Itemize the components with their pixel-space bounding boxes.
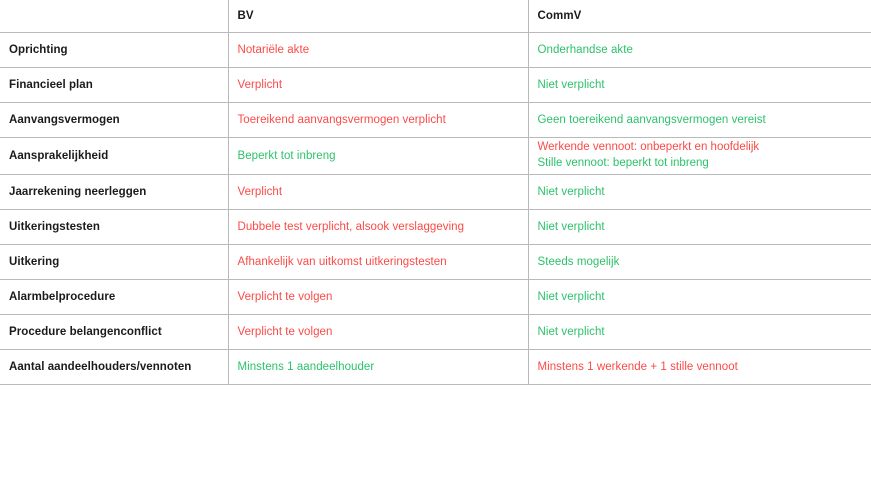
row-bv-cell bbox=[228, 245, 528, 280]
row-commv-cell bbox=[528, 103, 871, 138]
table-body bbox=[0, 33, 871, 385]
feature-label: Aansprakelijkheid bbox=[9, 149, 109, 162]
row-feature-cell bbox=[0, 280, 228, 315]
commv-value: Niet verplicht bbox=[537, 185, 605, 198]
bv-value: Afhankelijk van uitkomst uitkeringstesten bbox=[237, 255, 447, 268]
table-row bbox=[0, 68, 871, 103]
feature-label: Jaarrekening neerleggen bbox=[9, 185, 147, 198]
table-header-row bbox=[0, 0, 871, 33]
bv-value: Toereikend aanvangsvermogen verplicht bbox=[237, 113, 446, 126]
commv-value: Niet verplicht bbox=[537, 220, 605, 233]
bv-value: Verplicht te volgen bbox=[237, 290, 333, 303]
bv-value: Beperkt tot inbreng bbox=[237, 149, 336, 162]
commv-value: Niet verplicht bbox=[537, 325, 605, 338]
feature-label: Uitkeringstesten bbox=[9, 220, 100, 233]
row-bv-cell bbox=[228, 138, 528, 175]
bv-value: Minstens 1 aandeelhouder bbox=[237, 360, 375, 373]
feature-label: Uitkering bbox=[9, 255, 60, 268]
row-commv-cell bbox=[528, 280, 871, 315]
table-row bbox=[0, 33, 871, 68]
table-row bbox=[0, 175, 871, 210]
row-feature-cell bbox=[0, 210, 228, 245]
row-commv-cell bbox=[528, 33, 871, 68]
row-commv-cell bbox=[528, 315, 871, 350]
row-commv-cell bbox=[528, 350, 871, 385]
row-feature-cell bbox=[0, 350, 228, 385]
table-row bbox=[0, 210, 871, 245]
bv-value: Verplicht bbox=[237, 78, 283, 91]
row-bv-cell bbox=[228, 350, 528, 385]
row-feature-cell bbox=[0, 68, 228, 103]
row-commv-cell bbox=[528, 68, 871, 103]
row-feature-cell bbox=[0, 138, 228, 175]
row-bv-cell bbox=[228, 280, 528, 315]
column-header-bv bbox=[228, 0, 528, 33]
row-bv-cell bbox=[228, 210, 528, 245]
row-commv-cell bbox=[528, 245, 871, 280]
row-bv-cell bbox=[228, 103, 528, 138]
table-row bbox=[0, 245, 871, 280]
feature-label: Oprichting bbox=[9, 43, 68, 56]
bv-value: Verplicht te volgen bbox=[237, 325, 333, 338]
commv-value: Minstens 1 werkende + 1 stille vennoot bbox=[537, 360, 738, 373]
row-feature-cell bbox=[0, 175, 228, 210]
column-header-feature bbox=[0, 0, 228, 33]
feature-label: Alarmbelprocedure bbox=[9, 290, 116, 303]
bv-value: Verplicht bbox=[237, 185, 283, 198]
row-feature-cell bbox=[0, 33, 228, 68]
table-row bbox=[0, 350, 871, 385]
feature-label: Aantal aandeelhouders/vennoten bbox=[9, 360, 192, 373]
row-bv-cell bbox=[228, 68, 528, 103]
bv-value: Notariële akte bbox=[237, 43, 310, 56]
feature-label: Financieel plan bbox=[9, 78, 93, 91]
commv-value: Niet verplicht bbox=[537, 290, 605, 303]
row-commv-cell bbox=[528, 210, 871, 245]
commv-value-line-2: Stille vennoot: beperkt tot inbreng bbox=[537, 157, 709, 169]
bv-value: Dubbele test verplicht, alsook verslaggeving bbox=[237, 220, 465, 233]
table-row bbox=[0, 138, 871, 175]
commv-value: Niet verplicht bbox=[537, 78, 605, 91]
row-commv-cell bbox=[528, 138, 871, 175]
row-feature-cell bbox=[0, 315, 228, 350]
row-feature-cell bbox=[0, 245, 228, 280]
table-row bbox=[0, 280, 871, 315]
commv-value-line-1: Werkende vennoot: onbeperkt en hoofdelijk bbox=[537, 141, 760, 154]
column-header-commv bbox=[528, 0, 871, 33]
row-commv-cell bbox=[528, 175, 871, 210]
empty-area-below-table bbox=[0, 385, 871, 503]
commv-value-multiline bbox=[538, 140, 760, 172]
header-spacer bbox=[9, 9, 218, 10]
row-bv-cell bbox=[228, 33, 528, 68]
feature-label: Aanvangsvermogen bbox=[9, 113, 120, 126]
commv-value: Steeds mogelijk bbox=[537, 255, 620, 268]
commv-value: Onderhandse akte bbox=[537, 43, 633, 56]
row-bv-cell bbox=[228, 175, 528, 210]
row-feature-cell bbox=[0, 103, 228, 138]
table-row bbox=[0, 103, 871, 138]
table-header bbox=[0, 0, 871, 33]
row-bv-cell bbox=[228, 315, 528, 350]
feature-label: Procedure belangenconflict bbox=[9, 325, 162, 338]
column-header-commv-label: CommV bbox=[537, 10, 582, 22]
commv-value: Geen toereikend aanvangsvermogen vereist bbox=[537, 113, 766, 126]
table-row bbox=[0, 315, 871, 350]
column-header-bv-label: BV bbox=[237, 10, 254, 22]
